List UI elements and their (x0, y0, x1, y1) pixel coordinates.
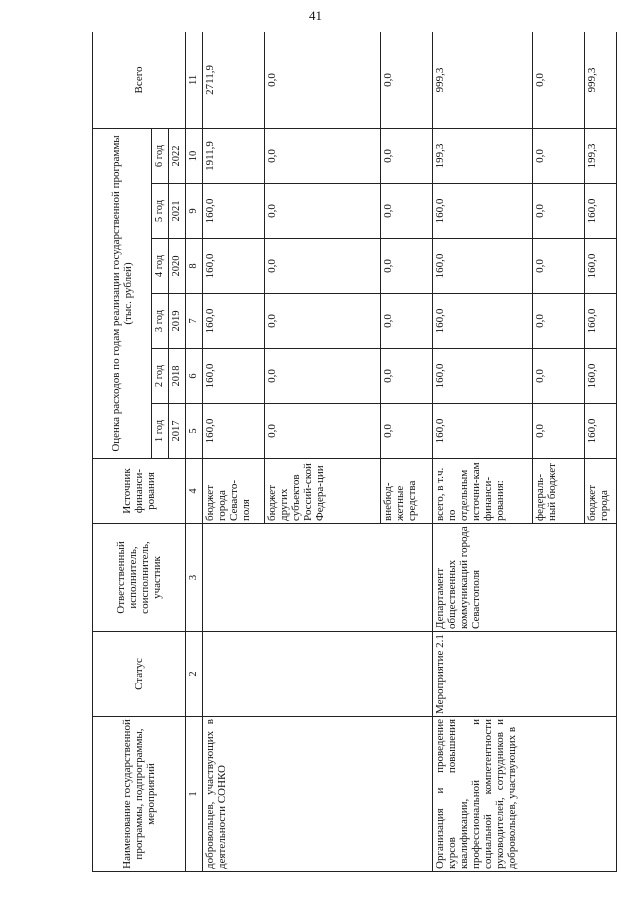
header-year: 2022 (169, 128, 186, 183)
value-cell: 160,0 (432, 349, 532, 404)
status-cell (203, 632, 433, 717)
header-total: Всего (93, 32, 186, 128)
source-cell: бюджет города (585, 459, 617, 524)
header-estimate: Оценка расходов по годам реализации государственной программы (тыс. рублей) (93, 128, 152, 458)
value-cell: 160,0 (203, 184, 264, 239)
source-cell: внебюд-жетные средства (380, 459, 432, 524)
value-cell: 160,0 (203, 404, 264, 459)
header-year-label: 2 год (152, 349, 169, 404)
column-number: 4 (186, 459, 203, 524)
program-name: Организация и проведение курсов повышения квалификации, профессиональной и социальной компетентности руководителей, сотрудников и добровольцев, участвующих в (432, 717, 616, 872)
value-cell: 160,0 (585, 349, 617, 404)
column-number: 3 (186, 524, 203, 632)
total-cell: 0,0 (380, 32, 432, 128)
source-cell: бюджет других субъектов Россий-ской Федера-ции (264, 459, 380, 524)
rotated-table-frame (92, 32, 617, 872)
value-cell: 160,0 (203, 294, 264, 349)
value-cell: 0,0 (380, 239, 432, 294)
page-number: 41 (309, 8, 322, 23)
value-cell: 0,0 (264, 294, 380, 349)
header-year: 2019 (169, 294, 186, 349)
column-number: 10 (186, 128, 203, 183)
value-cell: 0,0 (532, 349, 584, 404)
value-cell: 160,0 (585, 184, 617, 239)
executor-cell (203, 524, 433, 632)
column-number: 11 (186, 32, 203, 128)
column-number: 2 (186, 632, 203, 717)
program-name: добровольцев, участвующих в деятельности СОНКО (203, 717, 433, 872)
table-row (203, 32, 264, 872)
total-cell: 999,3 (585, 32, 617, 128)
value-cell: 160,0 (432, 294, 532, 349)
value-cell: 0,0 (264, 349, 380, 404)
value-cell: 0,0 (532, 239, 584, 294)
executor-cell: Департамент общественных коммуникаций города Севастополя (432, 524, 616, 632)
column-number: 9 (186, 184, 203, 239)
total-cell: 0,0 (264, 32, 380, 128)
value-cell: 1911,9 (203, 128, 264, 183)
value-cell: 160,0 (432, 404, 532, 459)
total-cell: 0,0 (532, 32, 584, 128)
expenses-table (92, 32, 617, 872)
value-cell: 160,0 (585, 239, 617, 294)
value-cell: 160,0 (585, 404, 617, 459)
source-cell: федераль-ный бюджет (532, 459, 584, 524)
value-cell: 160,0 (585, 294, 617, 349)
value-cell: 0,0 (264, 184, 380, 239)
value-cell: 0,0 (264, 128, 380, 183)
header-year-label: 5 год (152, 184, 169, 239)
header-year-label: 1 год (152, 404, 169, 459)
value-cell: 160,0 (203, 349, 264, 404)
value-cell: 0,0 (264, 404, 380, 459)
value-cell: 0,0 (532, 128, 584, 183)
header-year-label: 6 год (152, 128, 169, 183)
value-cell: 0,0 (380, 349, 432, 404)
value-cell: 0,0 (532, 404, 584, 459)
value-cell: 0,0 (532, 294, 584, 349)
value-cell: 160,0 (203, 239, 264, 294)
header-status: Статус (93, 632, 186, 717)
header-executor: Ответственный исполнитель, соисполнитель, участник (93, 524, 186, 632)
column-number: 6 (186, 349, 203, 404)
header-source: Источник финанси-рования (93, 459, 186, 524)
value-cell: 0,0 (380, 128, 432, 183)
value-cell: 0,0 (264, 239, 380, 294)
table-row (432, 32, 532, 872)
value-cell: 0,0 (532, 184, 584, 239)
value-cell: 0,0 (380, 184, 432, 239)
header-name: Наименование государственной программы, подпрограммы, мероприятий (93, 717, 186, 872)
value-cell: 160,0 (432, 184, 532, 239)
value-cell: 0,0 (380, 404, 432, 459)
source-cell: всего, в т.ч. по отдельным источни-кам финанси-рования: (432, 459, 532, 524)
status-cell: Мероприятие 2.1 (432, 632, 616, 717)
source-cell: бюджет города Севасто-поля (203, 459, 264, 524)
column-number: 5 (186, 404, 203, 459)
column-number: 1 (186, 717, 203, 872)
value-cell: 0,0 (380, 294, 432, 349)
column-number: 7 (186, 294, 203, 349)
total-cell: 999,3 (432, 32, 532, 128)
value-cell: 199,3 (585, 128, 617, 183)
header-year: 2018 (169, 349, 186, 404)
header-year-label: 4 год (152, 239, 169, 294)
header-year: 2020 (169, 239, 186, 294)
column-number: 8 (186, 239, 203, 294)
header-year: 2017 (169, 404, 186, 459)
value-cell: 199,3 (432, 128, 532, 183)
total-cell: 2711,9 (203, 32, 264, 128)
value-cell: 160,0 (432, 239, 532, 294)
rotated-table (92, 32, 617, 872)
header-year-label: 3 год (152, 294, 169, 349)
header-year: 2021 (169, 184, 186, 239)
